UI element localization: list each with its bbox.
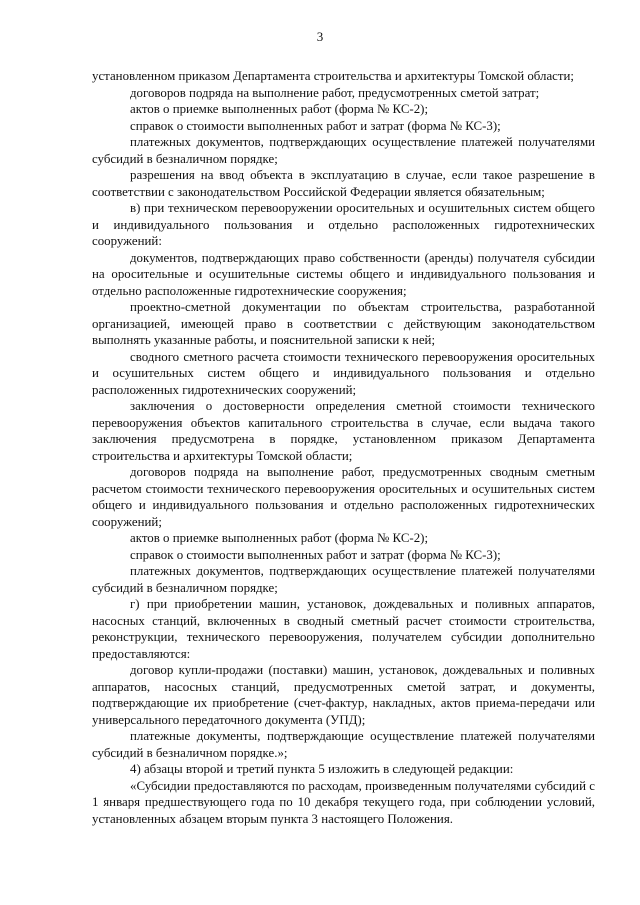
- paragraph: договор купли-продажи (поставки) машин, установок, дождевальных и поливных аппаратов, насосных станций, предусмотренных сметой затрат, и документы, подтверждающие их приобретение (счет-фактур, накладных, актов приема-передачи или универсального передаточного документа (УПД);: [92, 663, 595, 727]
- paragraph: в) при техническом перевооружении оросительных и осушительных систем общего и индивидуального пользования и отдельно расположенных гидротехнических сооружений:: [92, 201, 595, 248]
- paragraph: сводного сметного расчета стоимости технического перевооружения оросительных и осушительных систем общего и индивидуального пользования и отдельно расположенных гидротехнических сооружений;: [92, 349, 595, 397]
- paragraph: заключения о достоверности определения сметной стоимости технического перевооружения объектов капитального строительства в случае, если выдача такого заключения предусмотрена в порядке, установленном приказом Департамента строительства и архитектуры Томской области;: [92, 399, 595, 463]
- paragraph: актов о приемке выполненных работ (форма № КС-2);: [130, 531, 429, 545]
- page-number: 3: [316, 29, 324, 44]
- paragraph: г) при приобретении машин, установок, дождевальных и поливных аппаратов, насосных станций, включенных в сводный сметный расчет стоимости строительства, реконструкции, технического перевооружения, получателем субсидии дополнительно предоставляются:: [92, 597, 595, 661]
- paragraph: договоров подряда на выполнение работ, предусмотренных сметой затрат;: [130, 85, 540, 100]
- paragraph: платежные документы, подтверждающие осуществление платежей получателями субсидий в безналичном порядке.»;: [92, 729, 595, 760]
- paragraph: справок о стоимости выполненных работ и затрат (форма № КС-3);: [130, 547, 501, 562]
- paragraph: 4) абзацы второй и третий пункта 5 изложить в следующей редакции:: [130, 762, 514, 776]
- paragraph: платежных документов, подтверждающих осуществление платежей получателями субсидий в безналичном порядке;: [92, 135, 595, 166]
- paragraph: платежных документов, подтверждающих осуществление платежей получателями субсидий в безналичном порядке;: [92, 564, 595, 595]
- paragraph: документов, подтверждающих право собственности (аренды) получателя субсидии на оросительные и осушительные системы общего и индивидуального пользования и отдельно расположенные гидротехнические сооружения;: [92, 250, 595, 298]
- paragraph: актов о приемке выполненных работ (форма № КС-2);: [130, 102, 429, 116]
- paragraph: разрешения на ввод объекта в эксплуатацию в случае, если такое разрешение в соответствии с законодательством Российской Федерации является обязательным;: [92, 168, 595, 199]
- paragraph: установленном приказом Департамента строительства и архитектуры Томской области;: [92, 69, 575, 83]
- paragraph: справок о стоимости выполненных работ и затрат (форма № КС-3);: [130, 118, 501, 133]
- document-body: [92, 68, 595, 827]
- paragraph: проектно-сметной документации по объектам строительства, разработанной организацией, имеющей право в соответствии с действующим законодательством выполнять указанные работы, и пояснительной записки к ней;: [92, 300, 595, 347]
- paragraph: «Субсидии предоставляются по расходам, произведенным получателями субсидий с 1 января предшествующего года по 10 декабря текущего года, при соблюдении условий, установленных абзацем вторым пункта 3 настоящего Положения.: [92, 778, 595, 826]
- paragraph: договоров подряда на выполнение работ, предусмотренных сводным сметным расчетом стоимости технического перевооружения оросительных и осушительных систем общего и индивидуального пользования и отдельно расположенных гидротехнических сооружений;: [92, 465, 595, 529]
